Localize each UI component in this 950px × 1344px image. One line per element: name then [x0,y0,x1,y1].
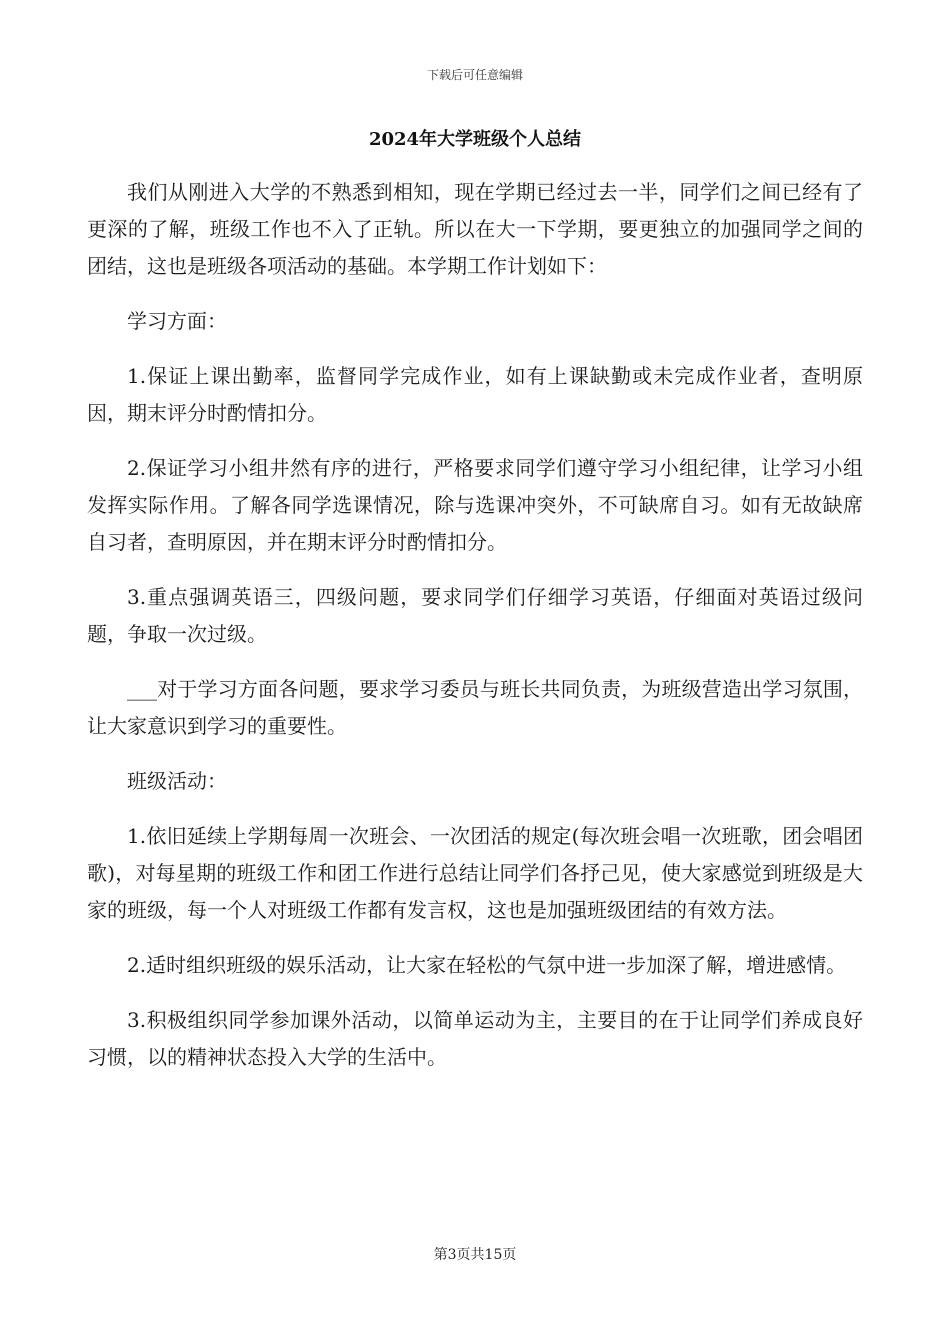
paragraph-activity-1: 1.依旧延续上学期每周一次班会、一次团活的规定(每次班会唱一次班歌，团会唱团歌)，对每星期的班级工作和团工作进行总结让同学们各抒己见，使大家感觉到班级是大家的班级，每一个人对班级工作都有发言权，这也是加强班级团结的有效方法。 [87,824,863,922]
paragraph-intro: 我们从刚进入大学的不熟悉到相知，现在学期已经过去一半，同学们之间已经有了更深的了解，班级工作也不入了正轨。所以在大一下学期，要更独立的加强同学之间的团结，这也是班级各项活动的基础。本学期工作计划如下： [87,180,863,278]
header-note: 下载后可任意编辑 [426,68,523,82]
paragraph-study-3: 3.重点强调英语三，四级问题，要求同学们仔细学习英语，仔细面对英语过级问题，争取一次过级。 [87,585,863,646]
paragraph-study-1: 1.保证上课出勤率，监督同学完成作业，如有上课缺勤或未完成作业者，查明原因，期末评分时酌情扣分。 [87,364,863,425]
paragraph-activity-2: 2.适时组织班级的娱乐活动，让大家在轻松的气氛中进一步加深了解，增进感情。 [127,953,847,977]
section-heading-activities: 班级活动： [127,769,227,793]
paragraph-study-2: 2.保证学习小组井然有序的进行，严格要求同学们遵守学习小组纪律，让学习小组发挥实际作用。了解各同学选课情况，除与选课冲突外，不可缺席自习。如有无故缺席自习者，查明原因，并在期末评分时酌情扣分。 [87,456,863,554]
document-body [87,174,863,1094]
section-heading-study: 学习方面： [127,309,227,333]
paragraph-activity-3: 3.积极组织同学参加课外活动，以简单运动为主，主要目的在于让同学们养成良好习惯，以的精神状态投入大学的生活中。 [87,1008,863,1069]
page-number-footer: 第3页共15页 [433,1247,517,1263]
paragraph-study-summary: ___对于学习方面各问题，要求学习委员与班长共同负责，为班级营造出学习氛围，让大家意识到学习的重要性。 [87,677,863,738]
document-title: 2024年大学班级个人总结 [368,129,582,150]
